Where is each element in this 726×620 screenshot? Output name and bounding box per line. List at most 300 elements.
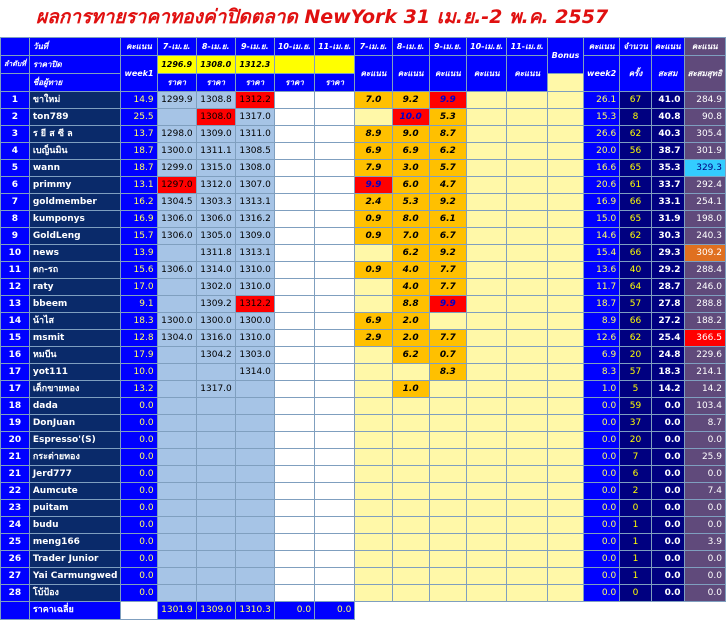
score-cell	[507, 585, 548, 602]
week2-cell: 26.6	[584, 126, 620, 143]
score-cell	[466, 568, 507, 585]
count-cell: 62	[620, 228, 652, 245]
rank-cell: 10	[1, 245, 30, 262]
price-cell: 1315.0	[196, 160, 235, 177]
table-row	[1, 449, 726, 466]
close-3: 1312.3	[235, 56, 274, 74]
header-name: ชื่อผู้ทาย	[29, 74, 121, 92]
count-cell: 7	[620, 449, 652, 466]
price-cell	[196, 449, 235, 466]
header-count-2: ครั้ง	[620, 56, 652, 92]
price-cell	[235, 415, 274, 432]
rank-cell: 8	[1, 211, 30, 228]
count-cell: 5	[620, 381, 652, 398]
score-cell: 2.0	[392, 313, 429, 330]
price-cell	[157, 398, 196, 415]
name-cell: meng166	[29, 534, 121, 551]
count-cell: 6	[620, 466, 652, 483]
bonus-cell	[548, 245, 584, 262]
week1-cell: 13.7	[121, 126, 157, 143]
price-cell	[196, 483, 235, 500]
price-cell	[315, 92, 355, 109]
week1-cell: 16.9	[121, 211, 157, 228]
score-cell	[429, 381, 466, 398]
name-cell: msmit	[29, 330, 121, 347]
week2-cell: 8.9	[584, 313, 620, 330]
price-cell	[274, 449, 314, 466]
cumulative-cell: 0.0	[684, 568, 725, 585]
score-cell	[355, 364, 392, 381]
price-cell	[274, 568, 314, 585]
score-cell: 1.0	[392, 381, 429, 398]
score-cell	[507, 500, 548, 517]
score-cell: 6.7	[429, 228, 466, 245]
total-cell: 0.0	[651, 517, 684, 534]
table-row	[1, 92, 726, 109]
rank-cell: 6	[1, 177, 30, 194]
total-cell: 25.4	[651, 330, 684, 347]
header-date-4: 10-เม.ย.	[274, 38, 314, 56]
price-cell	[315, 364, 355, 381]
header-score-w2: คะแนน	[584, 38, 620, 56]
score-cell	[392, 568, 429, 585]
week2-cell: 15.0	[584, 211, 620, 228]
price-cell: 1306.0	[157, 211, 196, 228]
score-cell: 6.2	[392, 245, 429, 262]
week2-cell: 15.3	[584, 109, 620, 126]
score-cell	[466, 92, 507, 109]
price-cell: 1316.2	[235, 211, 274, 228]
score-cell	[507, 313, 548, 330]
total-cell: 40.3	[651, 126, 684, 143]
score-cell	[466, 177, 507, 194]
count-cell: 62	[620, 126, 652, 143]
week2-cell: 13.6	[584, 262, 620, 279]
price-cell	[235, 585, 274, 602]
price-cell: 1312.2	[235, 92, 274, 109]
table-row	[1, 500, 726, 517]
score-cell	[355, 449, 392, 466]
week2-cell: 6.9	[584, 347, 620, 364]
price-cell: 1303.3	[196, 194, 235, 211]
score-cell	[507, 245, 548, 262]
header-rank: ลำดับที่	[1, 56, 30, 74]
week1-cell: 0.0	[121, 585, 157, 602]
rank-cell: 22	[1, 483, 30, 500]
score-cell	[466, 109, 507, 126]
score-cell	[507, 143, 548, 160]
price-cell	[274, 415, 314, 432]
price-cell	[235, 466, 274, 483]
price-cell	[274, 279, 314, 296]
count-cell: 1	[620, 551, 652, 568]
price-cell	[157, 517, 196, 534]
price-cell	[274, 398, 314, 415]
score-cell	[355, 432, 392, 449]
price-cell	[315, 109, 355, 126]
score-cell	[466, 211, 507, 228]
price-cell: 1311.1	[196, 143, 235, 160]
rank-cell: 27	[1, 568, 30, 585]
score-cell	[507, 296, 548, 313]
score-cell	[429, 568, 466, 585]
header-close-price: ราคาปิด	[29, 56, 121, 74]
average-label: ราคาเฉลี่ย	[29, 602, 121, 620]
score-cell	[507, 177, 548, 194]
header-date-3: 9-เม.ย.	[235, 38, 274, 56]
score-cell: 0.9	[355, 228, 392, 245]
price-cell	[315, 585, 355, 602]
price-cell	[274, 194, 314, 211]
price-cell	[274, 483, 314, 500]
price-cell	[315, 568, 355, 585]
score-cell: 4.0	[392, 279, 429, 296]
name-cell: yot111	[29, 364, 121, 381]
header-price-4: ราคา	[274, 74, 314, 92]
table-row	[1, 483, 726, 500]
count-cell: 2	[620, 483, 652, 500]
week2-cell: 0.0	[584, 551, 620, 568]
count-cell: 0	[620, 585, 652, 602]
close-5	[315, 56, 355, 74]
score-cell: 8.8	[392, 296, 429, 313]
cumulative-cell: 284.9	[684, 92, 725, 109]
rank-cell: 26	[1, 551, 30, 568]
score-cell	[429, 415, 466, 432]
average-value: 0.0	[315, 602, 355, 620]
total-cell: 0.0	[651, 466, 684, 483]
week1-cell: 15.7	[121, 228, 157, 245]
cumulative-cell: 329.3	[684, 160, 725, 177]
rank-cell: 13	[1, 296, 30, 313]
total-cell: 33.7	[651, 177, 684, 194]
header-date-2: 8-เม.ย.	[196, 38, 235, 56]
total-cell: 24.8	[651, 347, 684, 364]
cumulative-cell: 0.0	[684, 551, 725, 568]
week1-cell: 16.2	[121, 194, 157, 211]
score-cell	[507, 364, 548, 381]
rank-cell: 17	[1, 364, 30, 381]
name-cell: wann	[29, 160, 121, 177]
score-cell	[429, 500, 466, 517]
week2-cell: 15.4	[584, 245, 620, 262]
table-header	[1, 38, 726, 92]
score-cell: 4.7	[429, 177, 466, 194]
score-cell	[355, 296, 392, 313]
cumulative-cell: 214.1	[684, 364, 725, 381]
score-cell: 7.7	[429, 330, 466, 347]
price-cell: 1309.0	[196, 126, 235, 143]
rank-cell: 19	[1, 415, 30, 432]
week1-cell: 17.9	[121, 347, 157, 364]
score-cell	[466, 279, 507, 296]
score-cell: 0.9	[355, 211, 392, 228]
price-cell: 1310.0	[235, 262, 274, 279]
price-cell: 1304.0	[157, 330, 196, 347]
score-cell	[392, 517, 429, 534]
price-cell	[235, 500, 274, 517]
total-cell: 0.0	[651, 568, 684, 585]
price-cell	[315, 483, 355, 500]
score-cell: 7.7	[429, 262, 466, 279]
total-cell: 29.2	[651, 262, 684, 279]
price-cell	[315, 415, 355, 432]
week1-cell: 13.9	[121, 245, 157, 262]
week1-cell: 0.0	[121, 551, 157, 568]
week1-cell: 14.9	[121, 92, 157, 109]
price-cell: 1306.0	[157, 228, 196, 245]
score-cell	[392, 483, 429, 500]
header-bonus: Bonus	[548, 38, 584, 74]
table-row	[1, 466, 726, 483]
score-cell	[507, 466, 548, 483]
score-cell	[466, 228, 507, 245]
price-cell: 1300.0	[235, 313, 274, 330]
score-cell	[355, 483, 392, 500]
cumulative-cell: 240.3	[684, 228, 725, 245]
name-cell: raty	[29, 279, 121, 296]
price-cell	[196, 568, 235, 585]
bonus-cell	[548, 160, 584, 177]
score-cell	[507, 381, 548, 398]
total-cell: 31.9	[651, 211, 684, 228]
price-cell	[157, 585, 196, 602]
table-row	[1, 177, 726, 194]
table-row	[1, 551, 726, 568]
cumulative-cell: 103.4	[684, 398, 725, 415]
price-cell	[196, 415, 235, 432]
price-cell	[196, 551, 235, 568]
header-week1: week1	[121, 56, 157, 92]
week1-cell: 12.8	[121, 330, 157, 347]
price-cell: 1317.0	[196, 381, 235, 398]
price-cell	[274, 126, 314, 143]
bonus-cell	[548, 398, 584, 415]
week2-cell: 16.6	[584, 160, 620, 177]
score-cell	[466, 551, 507, 568]
header-score-d3: คะแนน	[429, 56, 466, 92]
header-sdate-5: 11-เม.ย.	[507, 38, 548, 56]
price-cell	[315, 177, 355, 194]
bonus-cell	[548, 449, 584, 466]
rank-cell: 9	[1, 228, 30, 245]
price-cell	[315, 245, 355, 262]
price-cell: 1297.0	[157, 177, 196, 194]
total-cell: 0.0	[651, 585, 684, 602]
table-row	[1, 585, 726, 602]
score-cell	[466, 534, 507, 551]
price-cell	[274, 177, 314, 194]
count-cell: 57	[620, 296, 652, 313]
score-cell	[507, 194, 548, 211]
score-cell: 0.9	[355, 262, 392, 279]
cumulative-cell: 309.2	[684, 245, 725, 262]
price-cell	[157, 415, 196, 432]
cumulative-cell: 288.8	[684, 296, 725, 313]
price-cell	[157, 466, 196, 483]
name-cell: เบญ็นมิน	[29, 143, 121, 160]
bonus-cell	[548, 466, 584, 483]
rank-cell: 24	[1, 517, 30, 534]
price-cell	[274, 364, 314, 381]
score-cell	[429, 432, 466, 449]
header-total-2: สะสม	[651, 56, 684, 92]
score-cell: 2.4	[355, 194, 392, 211]
price-cell	[315, 432, 355, 449]
price-cell	[157, 551, 196, 568]
score-cell: 8.7	[429, 126, 466, 143]
cumulative-cell: 254.1	[684, 194, 725, 211]
price-cell: 1314.0	[235, 364, 274, 381]
score-cell	[355, 517, 392, 534]
week1-cell: 18.3	[121, 313, 157, 330]
price-cell: 1310.0	[235, 330, 274, 347]
score-cell	[429, 585, 466, 602]
week1-cell: 17.0	[121, 279, 157, 296]
score-cell	[392, 398, 429, 415]
week1-cell: 0.0	[121, 449, 157, 466]
count-cell: 64	[620, 279, 652, 296]
score-cell: 9.2	[392, 92, 429, 109]
week1-cell: 0.0	[121, 415, 157, 432]
total-cell: 29.3	[651, 245, 684, 262]
header-count: จำนวน	[620, 38, 652, 56]
score-cell: 7.9	[355, 160, 392, 177]
price-cell	[315, 160, 355, 177]
score-cell: 6.9	[392, 143, 429, 160]
score-cell: 10.0	[392, 109, 429, 126]
total-cell: 18.3	[651, 364, 684, 381]
score-cell	[392, 551, 429, 568]
name-cell: ตก-รถ	[29, 262, 121, 279]
rank-cell: 5	[1, 160, 30, 177]
price-cell	[315, 347, 355, 364]
header-score-d2: คะแนน	[392, 56, 429, 92]
price-cell	[274, 534, 314, 551]
week1-cell: 10.0	[121, 364, 157, 381]
total-cell: 0.0	[651, 500, 684, 517]
bonus-cell	[548, 279, 584, 296]
score-cell: 9.2	[429, 245, 466, 262]
price-cell	[274, 109, 314, 126]
price-cell	[315, 330, 355, 347]
header-cum: คะแนน	[684, 38, 725, 56]
price-cell: 1300.0	[157, 143, 196, 160]
price-cell: 1314.0	[196, 262, 235, 279]
total-cell: 0.0	[651, 449, 684, 466]
week1-cell: 13.1	[121, 177, 157, 194]
table-body	[1, 92, 726, 602]
price-cell	[274, 466, 314, 483]
price-cell: 1303.0	[235, 347, 274, 364]
bonus-cell	[548, 364, 584, 381]
price-cell	[315, 211, 355, 228]
cumulative-cell: 188.2	[684, 313, 725, 330]
score-cell	[355, 245, 392, 262]
rank-cell: 20	[1, 432, 30, 449]
price-cell	[196, 585, 235, 602]
score-cell	[466, 466, 507, 483]
header-price-5: ราคา	[315, 74, 355, 92]
score-cell: 2.0	[392, 330, 429, 347]
price-cell	[315, 381, 355, 398]
bonus-cell	[548, 347, 584, 364]
score-cell: 5.7	[429, 160, 466, 177]
table-row	[1, 143, 726, 160]
score-cell	[429, 483, 466, 500]
score-cell	[355, 398, 392, 415]
price-cell	[315, 551, 355, 568]
price-cell	[235, 449, 274, 466]
name-cell: bbeem	[29, 296, 121, 313]
week2-cell: 20.0	[584, 143, 620, 160]
price-cell	[315, 313, 355, 330]
price-cell	[157, 568, 196, 585]
price-cell	[315, 466, 355, 483]
header-score-d5: คะแนน	[507, 56, 548, 92]
week1-cell: 0.0	[121, 517, 157, 534]
week2-cell: 0.0	[584, 466, 620, 483]
week1-cell: 13.2	[121, 381, 157, 398]
header-price-1: ราคา	[157, 74, 196, 92]
bonus-cell	[548, 296, 584, 313]
score-cell	[466, 517, 507, 534]
table-row	[1, 534, 726, 551]
score-cell	[507, 262, 548, 279]
total-cell: 27.8	[651, 296, 684, 313]
price-cell: 1311.0	[235, 126, 274, 143]
price-cell	[157, 432, 196, 449]
price-cell	[315, 296, 355, 313]
score-cell	[507, 279, 548, 296]
header-sdate-1: 7-เม.ย.	[355, 38, 392, 56]
price-cell	[235, 398, 274, 415]
price-cell	[196, 534, 235, 551]
score-cell	[355, 551, 392, 568]
bonus-cell	[548, 585, 584, 602]
score-cell	[466, 296, 507, 313]
score-cell	[507, 449, 548, 466]
name-cell: kumponys	[29, 211, 121, 228]
average-value: 1309.0	[196, 602, 235, 620]
count-cell: 0	[620, 500, 652, 517]
price-cell: 1299.9	[157, 92, 196, 109]
header-score-w1: คะแนน	[121, 38, 157, 56]
price-cell	[235, 432, 274, 449]
score-cell: 7.0	[392, 228, 429, 245]
name-cell: เด็กขายทอง	[29, 381, 121, 398]
rank-cell: 12	[1, 279, 30, 296]
price-cell: 1306.0	[196, 211, 235, 228]
rank-cell: 14	[1, 313, 30, 330]
name-cell: puitam	[29, 500, 121, 517]
score-cell	[355, 109, 392, 126]
total-cell: 0.0	[651, 432, 684, 449]
header-price-3: ราคา	[235, 74, 274, 92]
bonus-cell	[548, 211, 584, 228]
average-value: 1310.3	[235, 602, 274, 620]
price-cell: 1313.1	[235, 194, 274, 211]
cumulative-cell: 0.0	[684, 517, 725, 534]
week2-cell: 16.9	[584, 194, 620, 211]
week1-cell: 18.7	[121, 143, 157, 160]
count-cell: 62	[620, 330, 652, 347]
name-cell: DonJuan	[29, 415, 121, 432]
count-cell: 56	[620, 143, 652, 160]
score-cell: 8.3	[429, 364, 466, 381]
price-cell	[157, 449, 196, 466]
score-cell: 9.2	[429, 194, 466, 211]
